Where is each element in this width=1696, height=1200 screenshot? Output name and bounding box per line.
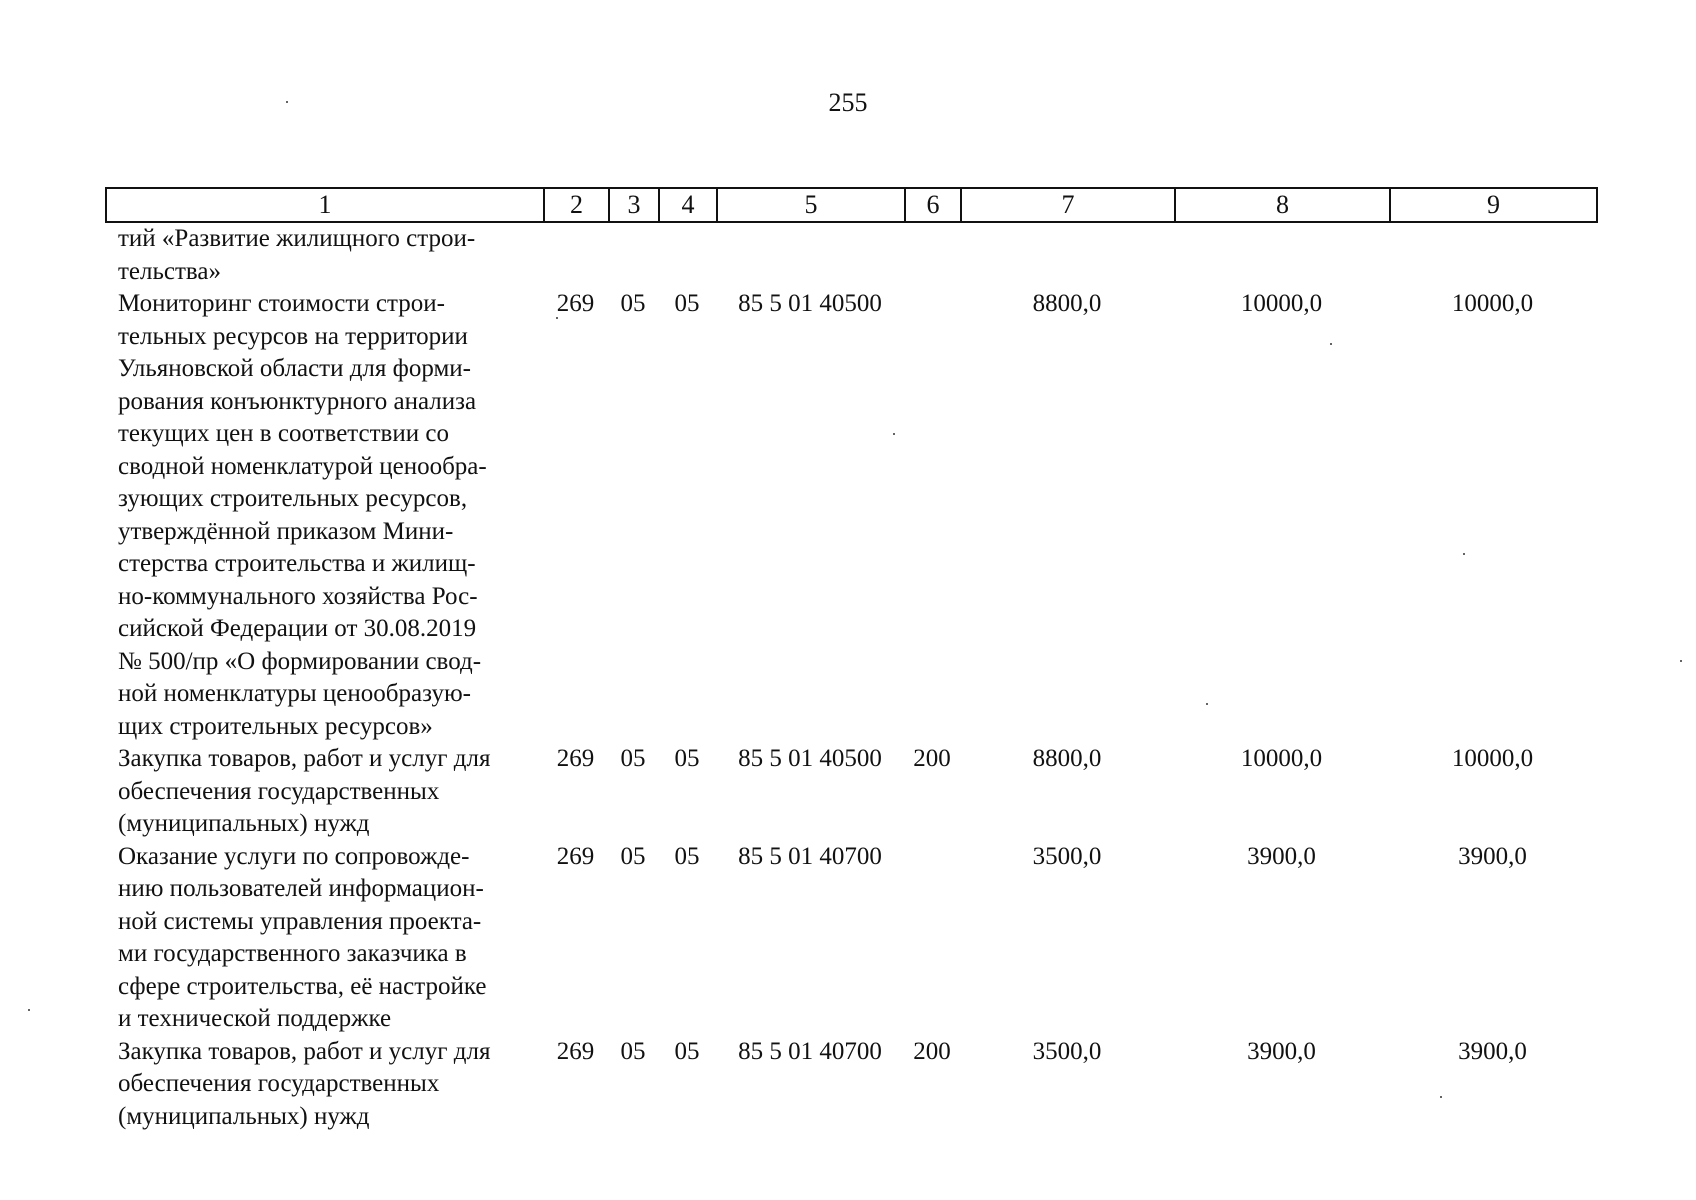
description-line: ной системы управления проекта- (118, 907, 482, 935)
description-line: и технической поддержке (118, 1005, 392, 1032)
cell-col-2: 269 (556, 290, 595, 317)
cell-col-9: 10000,0 (1451, 290, 1534, 317)
column-header-7: 7 (961, 188, 1175, 222)
scan-speck (1206, 703, 1208, 705)
table-row (105, 841, 1600, 1036)
description-line: ной номенклатуры ценообразую- (118, 680, 471, 707)
table-body (105, 223, 1600, 1133)
description-line: нию пользователей информацион- (118, 875, 484, 902)
row-description (105, 743, 543, 841)
column-header-1: 1 (106, 188, 544, 222)
cell-col-3: 05 (620, 745, 646, 772)
description-line: тий «Развитие жилищного строи- (118, 225, 476, 252)
cell-col-2: 269 (556, 745, 595, 772)
scan-speck (1440, 1096, 1442, 1098)
cell-col-8: 10000,0 (1240, 745, 1323, 772)
column-header-4: 4 (659, 188, 717, 222)
description-line: Закупка товаров, работ и услуг для (118, 1037, 491, 1065)
description-line: утверждённой приказом Мини- (118, 517, 454, 545)
row-description (105, 841, 543, 1036)
description-line: Ульяновской области для форми- (118, 355, 472, 382)
description-line: но-коммунального хозяйства Рос- (118, 582, 478, 610)
page-number: 255 (828, 88, 868, 117)
description-line: стерства строительства и жилищ- (118, 550, 476, 577)
description-line: (муниципальных) нужд (118, 810, 370, 837)
row-description (105, 1036, 543, 1134)
row-description (105, 223, 543, 288)
cell-col-4: 05 (674, 842, 700, 870)
cell-col-8: 3900,0 (1247, 1037, 1316, 1065)
description-line: щих строительных ресурсов» (118, 712, 433, 740)
column-header-5: 5 (717, 188, 905, 222)
scan-speck (28, 1009, 30, 1011)
cell-col-5: 85 5 01 40700 (738, 1037, 882, 1065)
description-line: обеспечения государственных (118, 777, 440, 805)
scan-speck (1463, 553, 1465, 555)
description-line: рования конъюнктурного анализа (118, 387, 477, 415)
column-header-row (106, 188, 1597, 222)
cell-col-3: 05 (620, 290, 646, 317)
scan-speck (893, 433, 895, 435)
scan-speck (286, 101, 288, 103)
cell-col-2: 269 (556, 1037, 595, 1065)
cell-col-3: 05 (620, 842, 646, 870)
description-line: № 500/пр «О формировании свод- (118, 647, 482, 675)
description-line: зующих строительных ресурсов, (118, 485, 468, 512)
description-line: Оказание услуги по сопровожде- (118, 842, 470, 870)
description-line: ми государственного заказчика в (118, 940, 467, 967)
cell-col-5: 85 5 01 40500 (738, 745, 882, 772)
column-header-8: 8 (1175, 188, 1390, 222)
cell-col-9: 3900,0 (1458, 842, 1527, 870)
cell-col-2: 269 (556, 842, 595, 870)
cell-col-8: 3900,0 (1247, 842, 1316, 870)
cell-col-4: 05 (674, 745, 700, 772)
table-row (105, 1036, 1600, 1134)
description-line: сводной номенклатурой ценообра- (118, 452, 487, 480)
cell-col-6: 200 (913, 1037, 951, 1065)
cell-col-7: 3500,0 (1032, 842, 1102, 870)
cell-col-4: 05 (674, 290, 700, 317)
description-line: текущих цен в соответствии со (118, 420, 449, 447)
cell-col-5: 85 5 01 40700 (738, 842, 882, 870)
cell-col-7: 8800,0 (1032, 745, 1102, 772)
column-header-table (105, 187, 1598, 223)
description-line: обеспечения государственных (118, 1070, 440, 1097)
cell-col-9: 3900,0 (1458, 1037, 1527, 1065)
description-line: сфере строительства, её настройке (118, 972, 487, 1000)
description-line: тельных ресурсов на территории (118, 322, 468, 350)
column-header-2: 2 (544, 188, 609, 222)
table-row (105, 743, 1600, 841)
column-header-9: 9 (1390, 188, 1597, 222)
cell-col-9: 10000,0 (1451, 745, 1534, 772)
cell-col-8: 10000,0 (1240, 290, 1323, 317)
table-row (105, 223, 1600, 288)
scan-speck (1680, 660, 1682, 662)
table-row (105, 288, 1600, 743)
cell-col-6: 200 (913, 745, 951, 772)
description-line: сийской Федерации от 30.08.2019 (118, 615, 477, 642)
cell-col-5: 85 5 01 40500 (738, 290, 882, 317)
cell-col-4: 05 (674, 1037, 700, 1065)
column-header-6: 6 (905, 188, 961, 222)
cell-col-3: 05 (620, 1037, 646, 1065)
description-line: Мониторинг стоимости строи- (118, 290, 445, 317)
description-line: Закупка товаров, работ и услуг для (118, 745, 491, 772)
description-line: тельства» (118, 257, 221, 285)
description-line: (муниципальных) нужд (118, 1102, 370, 1130)
cell-col-7: 8800,0 (1032, 290, 1102, 317)
cell-col-7: 3500,0 (1032, 1037, 1102, 1065)
column-header-3: 3 (609, 188, 659, 222)
row-description (105, 288, 543, 743)
scan-speck (556, 317, 558, 319)
scan-speck (1330, 343, 1332, 345)
